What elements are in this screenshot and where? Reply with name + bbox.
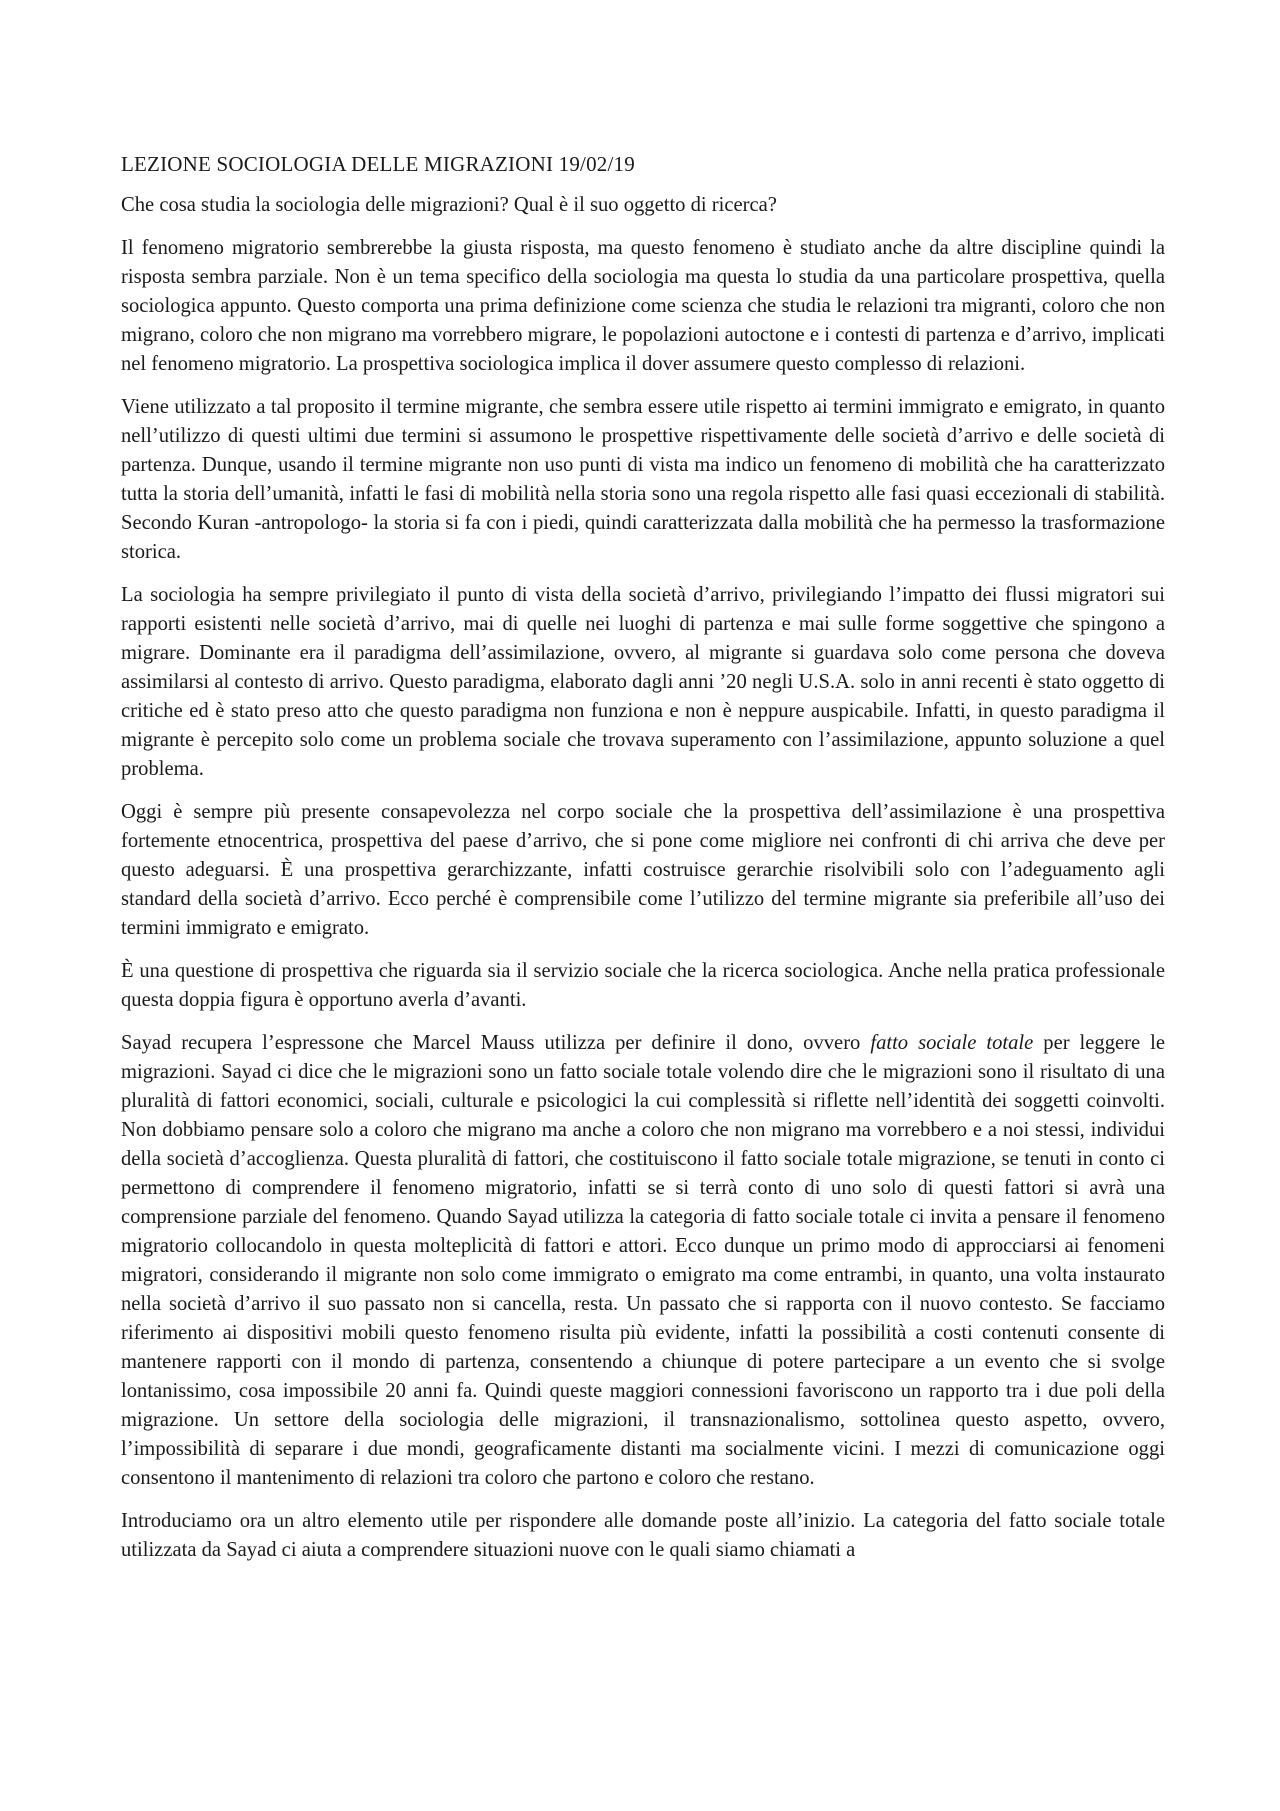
paragraph-sayad: [121, 1029, 1165, 1493]
sayad-text-before: Sayad recupera l’espressone che Marcel Mauss utilizza per definire il dono, ovvero: [121, 1032, 871, 1054]
sayad-italic-term: fatto sociale totale: [870, 1032, 1034, 1054]
paragraph-1: Il fenomeno migratorio sembrerebbe la giusta risposta, ma questo fenomeno è studiato anche da altre discipline quindi la risposta sembra parziale. Non è un tema specifico della sociologia ma questa lo studia da una particolare prospettiva, quella sociologica appunto. Questo comporta una prima definizione come scienza che studia le relazioni tra migranti, coloro che non migrano, coloro che non migrano ma vorrebbero migrare, le popolazioni autoctone e i contesti di partenza e d’arrivo, implicati nel fenomeno migratorio. La prospettiva sociologica implica il dover assumere questo complesso di relazioni.: [121, 237, 1165, 375]
question-paragraph: Che cosa studia la sociologia delle migrazioni? Qual è il suo oggetto di ricerca?: [121, 194, 777, 216]
document-page: [121, 150, 1165, 1579]
paragraph-4: Oggi è sempre più presente consapevolezza nel corpo sociale che la prospettiva dell’assimilazione è una prospettiva fortemente etnocentrica, prospettiva del paese d’arrivo, che si pone come migliore nei confronti di chi arriva che deve per questo adeguarsi. È una prospettiva gerarchizzante, infatti costruisce gerarchie risolvibili solo con l’adeguamento agli standard della società d’arrivo. Ecco perché è comprensibile come l’utilizzo del termine migrante sia preferibile all’uso dei termini immigrato e emigrato.: [121, 801, 1165, 939]
paragraph-last: Introduciamo ora un altro elemento utile per rispondere alle domande poste all’inizio. La categoria del fatto sociale totale utilizzata da Sayad ci aiuta a comprendere situazioni nuove con le quali siamo chiamati a: [121, 1510, 1165, 1561]
paragraph-2: Viene utilizzato a tal proposito il termine migrante, che sembra essere utile rispetto ai termini immigrato e emigrato, in quanto nell’utilizzo di questi ultimi due termini si assumono le prospettive rispettivamente delle società d’arrivo e delle società di partenza. Dunque, usando il termine migrante non uso punti di vista ma indico un fenomeno di mobilità che ha caratterizzato tutta la storia dell’umanità, infatti le fasi di mobilità nella storia sono una regola rispetto alle fasi quasi eccezionali di stabilità. Secondo Kuran -antropologo- la storia si fa con i piedi, quindi caratterizzata dalla mobilità che ha permesso la trasformazione storica.: [121, 396, 1165, 563]
sayad-text-after: per leggere le migrazioni. Sayad ci dice che le migrazioni sono un fatto sociale totale volendo dire che le migrazioni sono il risultato di una pluralità di fattori economici, sociali, culturale e psicologici la cui complessità si riflette nell’identità dei soggetti coinvolti. Non dobbiamo pensare solo a coloro che migrano ma anche a coloro che non migrano ma vorrebbero e a noi stessi, individui della società d’accoglienza. Questa pluralità di fattori, che costituiscono il fatto sociale totale migrazione, se tenuti in conto ci permettono di comprendere il fenomeno migratorio, infatti se si terrà conto di uno solo di questi fattori si avrà una comprensione parziale del fenomeno. Quando Sayad utilizza la categoria di fatto sociale totale ci invita a pensare il fenomeno migratorio collocandolo in questa molteplicità di fattori e attori. Ecco dunque un primo modo di approcciarsi ai fenomeni migratori, considerando il migrante non solo come immigrato o emigrato ma come entrambi, in quanto, una volta instaurato nella società d’arrivo il suo passato non si cancella, resta. Un passato che si rapporta con il nuovo contesto. Se facciamo riferimento ai dispositivi mobili questo fenomeno risulta più evidente, infatti la possibilità a costi contenuti consente di mantenere rapporti con il mondo di partenza, consentendo a chiunque di potere partecipare a un evento che si svolge lontanissimo, cosa impossibile 20 anni fa. Quindi queste maggiori connessioni favoriscono un rapporto tra i due poli della migrazione. Un settore della sociologia delle migrazioni, il transnazionalismo, sottolinea questo aspetto, ovvero, l’impossibilità di separare i due mondi, geograficamente distanti ma socialmente vicini. I mezzi di comunicazione oggi consentono il mantenimento di relazioni tra coloro che partono e coloro che restano.: [121, 1032, 1165, 1489]
paragraph-5: È una questione di prospettiva che riguarda sia il servizio sociale che la ricerca sociologica. Anche nella pratica professionale questa doppia figura è opportuno averla d’avanti.: [121, 960, 1165, 1011]
paragraph-3: La sociologia ha sempre privilegiato il punto di vista della società d’arrivo, privilegiando l’impatto dei flussi migratori sui rapporti esistenti nelle società d’arrivo, mai di quelle nei luoghi di partenza e mai sulle forme soggettive che spingono a migrare. Dominante era il paradigma dell’assimilazione, ovvero, al migrante si guardava solo come persona che doveva assimilarsi al contesto di arrivo. Questo paradigma, elaborato dagli anni ’20 negli U.S.A. solo in anni recenti è stato oggetto di critiche ed è stato preso atto che questo paradigma non funziona e non è neppure auspicabile. Infatti, in questo paradigma il migrante è percepito solo come un problema sociale che trovava superamento con l’assimilazione, appunto soluzione a quel problema.: [121, 584, 1165, 780]
document-title: LEZIONE SOCIOLOGIA DELLE MIGRAZIONI 19/02/19: [121, 152, 635, 176]
